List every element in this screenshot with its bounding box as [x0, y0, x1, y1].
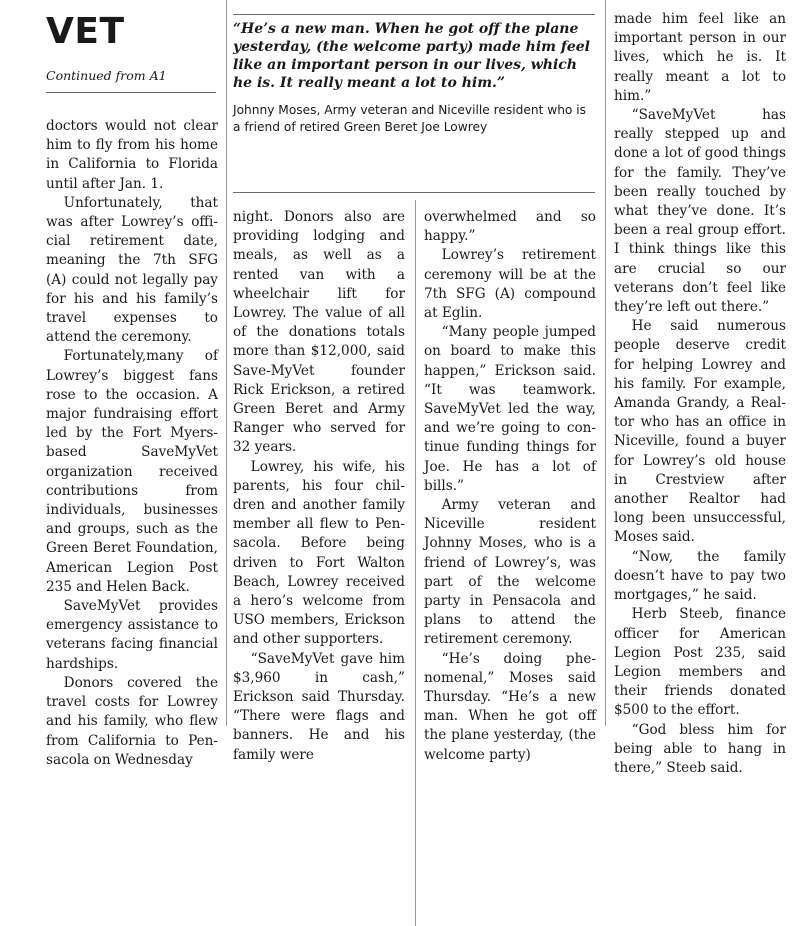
article-paragraph: overwhelmed and so happy.”: [424, 209, 596, 245]
article-paragraph: “SaveMyVet gave him $3,960 in cash,” Erickson said Thursday. “There were flags and banners. He and his family were: [233, 650, 405, 763]
article-paragraph: Lowrey, his wife, his parents, his four children and another family member all flew to Pensacola. Before being driven to Fort Walton Beach, Lowrey received a hero’s welcome from USO members, Erickson and other supporters.: [233, 458, 405, 648]
article-paragraph: “Many people jumped on board to make this happen,” Erickson said. “It was teamwork. SaveMyVet led the way, and we’re going to continue funding things for Joe. He has a lot of bills.”: [424, 324, 596, 494]
article-column-3: [424, 208, 596, 765]
column-divider: [605, 0, 606, 726]
article-paragraph: made him feel like an important person in our lives, which he is. It really meant a lot to him.”: [614, 11, 786, 104]
article-paragraph: Unfortunately, that was after Lowrey’s official retirement date, meaning the 7th SFG (A) could not legally pay for his and his family’s travel expenses to attend the ceremony.: [46, 194, 218, 346]
article-column-4: [614, 10, 786, 778]
article-paragraph: Army veteran and Niceville resident Johnny Moses, who is a friend of Lowrey’s, was part of the welcome party in Pensacola and plans to attend the retirement ceremony.: [424, 497, 596, 648]
pull-quote-credit: Johnny Moses, Army veteran and Niceville resident who is a friend of retired Green Beret Joe Lowrey: [233, 103, 586, 134]
header-rule: [46, 92, 216, 93]
pull-quote-bottom-rule: [233, 192, 595, 193]
article-paragraph: night. Donors also are providing lodging and meals, as well as a rented van with a wheelchair lift for Lowrey. The value of all of the donations totals more than $12,000, said Save-MyVet founder Rick Erickson, a retired Green Beret and Army Ranger who served for 32 years.: [233, 209, 405, 456]
column-divider: [226, 0, 227, 726]
article-paragraph: He said numerous people deserve credit for helping Lowrey and his family. For example, Amanda Grandy, a Realtor who has an office in Niceville, found a buyer for Lowrey’s old house in Crestview after another Realtor had long been unsuccessful, Moses said.: [614, 318, 786, 546]
pull-quote-top-rule: [233, 14, 595, 15]
article-paragraph: Lowrey’s retirement ceremony will be at the 7th SFG (A) compound at Eglin.: [424, 247, 596, 322]
article-paragraph: “SaveMyVet has really stepped up and done a lot of good things for the family. They’ve been really touched by what they’ve done. It’s been a real group effort. I think things like this are crucial so our veterans don’t feel like they’re left out there.”: [614, 107, 786, 316]
continued-from-label: Continued from A1: [46, 68, 167, 83]
column-divider: [415, 200, 416, 926]
article-paragraph: “He’s doing phenomenal,” Moses said Thursday. “He’s a new man. When he got off the plane yesterday, (the welcome party): [424, 650, 596, 763]
pull-quote: “He’s a new man. When he got off the plane yesterday, (the welcome party) made him feel like an important person in our lives, which he is. It really meant a lot to him.”: [233, 21, 590, 91]
article-paragraph: “God bless him for being able to hang in there,” Steeb said.: [614, 721, 786, 776]
article-paragraph: SaveMyVet provides emergency assistance to veterans facing financial hardships.: [46, 598, 218, 672]
article-paragraph: Donors covered the travel costs for Lowrey and his family, who flew from California to Pensacola on Wednesday: [46, 674, 218, 768]
article-paragraph: Fortunately,many of Lowrey’s biggest fans rose to the occasion. A major fundraising effort led by the Fort Myers-based SaveMyVet organization received contributions from individuals, businesses and groups, such as the Green Beret Foundation, American Legion Post 235 and Helen Back.: [46, 348, 218, 595]
section-title: VET: [46, 11, 125, 52]
article-paragraph: “Now, the family doesn’t have to pay two mortgages,” he said.: [614, 548, 786, 604]
article-column-2: [233, 208, 405, 765]
article-paragraph: doctors would not clear him to fly from his home in California to Florida until after Jan. 1.: [46, 118, 218, 192]
article-column-1: [46, 117, 218, 770]
article-paragraph: Herb Steeb, finance officer for American Legion Post 235, said Legion members and their friends donated $500 to the effort.: [614, 606, 786, 719]
